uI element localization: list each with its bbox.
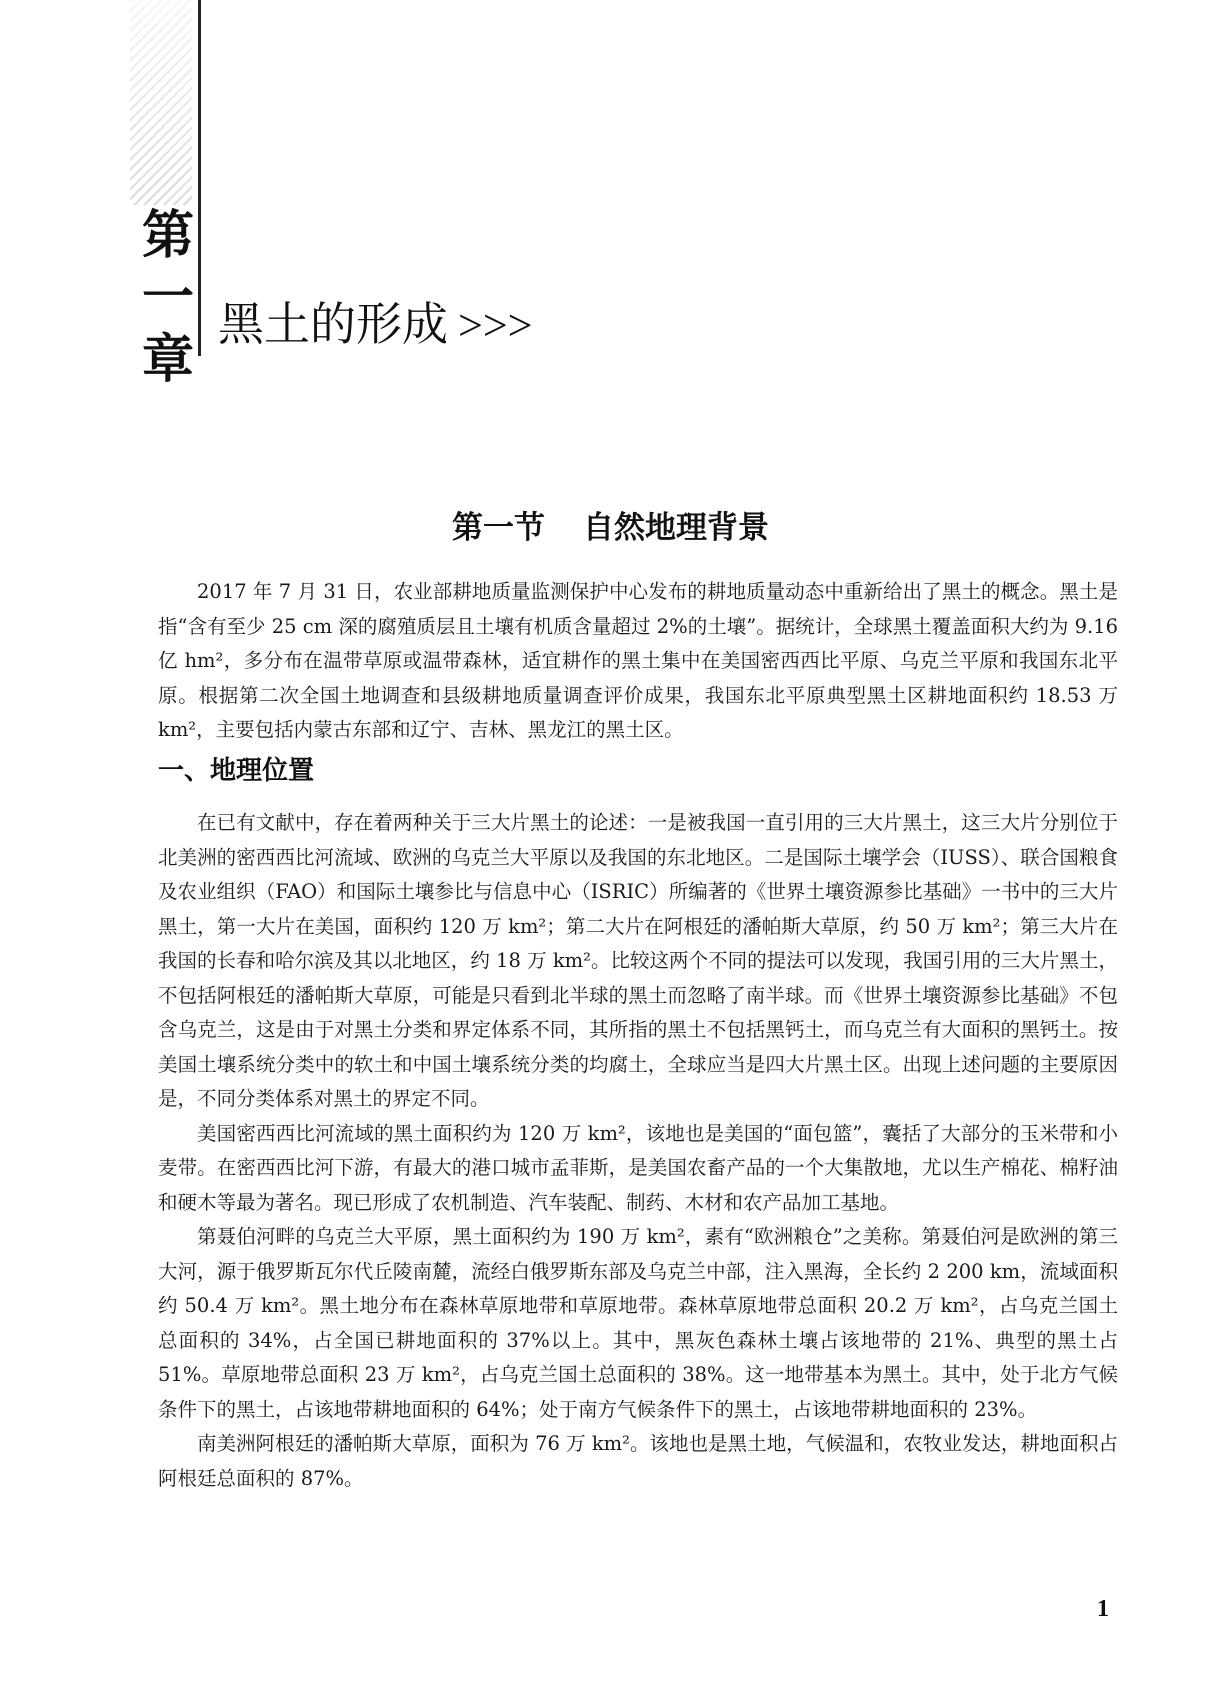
chapter-number-char: 一 xyxy=(141,268,194,328)
paragraph: 美国密西西比河流域的黑土面积约为 120 万 km²，该地也是美国的“面包篮”，囊括了大部分的玉米带和小麦带。在密西西比河下游，有最大的港口城市孟菲斯，是美国农畜产品的一个大集散地，尤以生产棉花、棉籽油和硬木等最为著名。现已形成了农机制造、汽车装配、制药、木材和农产品加工基地。 xyxy=(158,1121,1118,1214)
paragraph: 南美洲阿根廷的潘帕斯大草原，面积为 76 万 km²。该地也是黑土地，气候温和，农牧业发达，耕地面积占阿根廷总面积的 87%。 xyxy=(158,1432,1118,1490)
chapter-number xyxy=(140,205,196,391)
paragraph: 在已有文献中，存在着两种关于三大片黑土的论述：一是被我国一直引用的三大片黑土，这三大片分别位于北美洲的密西西比河流域、欧洲的乌克兰大平原以及我国的东北地区。二是国际土壤学会（IUSS）、联合国粮食及农业组织（FAO）和国际土壤参比与信息中心（ISRIC）所编著的《世界土壤资源参比基础》一书中的三大片黑土，第一大片在美国，面积约 120 万 km²；第二大片在阿根廷的潘帕斯大草原，约 50 万 km²；第三大片在我国的长春和哈尔滨及其以北地区，约 18 万 km²。比较这两个不同的提法可以发现，我国引用的三大片黑土，不包括阿根廷的潘帕斯大草原，可能是只看到北半球的黑土而忽略了南半球。而《世界土壤资源参比基础》不包含乌克兰，这是由于对黑土分类和界定体系不同，其所指的黑土不包括黑钙土，而乌克兰有大面积的黑钙土。按美国土壤系统分类中的软土和中国土壤系统分类的均腐土，全球应当是四大片黑土区。出现上述问题的主要原因是，不同分类体系对黑土的界定不同。 xyxy=(158,811,1118,1110)
chapter-divider-line xyxy=(198,0,201,356)
subsection-heading: 一、地理位置 xyxy=(158,756,315,786)
page-number: 1 xyxy=(1097,1596,1109,1622)
chapter-number-char: 第 xyxy=(141,206,194,266)
paragraph: 2017 年 7 月 31 日，农业部耕地质量监测保护中心发布的耕地质量动态中重新给出了黑土的概念。黑土是指“含有至少 25 cm 深的腐殖质层且土壤有机质含量超过 2%的土壤”。据统计，全球黑土覆盖面积大约为 9.16 亿 hm²，多分布在温带草原或温带森林，适宜耕作的黑土集中在美国密西西比平原、乌克兰平原和我国东北平原。根据第二次全国土地调查和县级耕地质量调查评价成果，我国东北平原典型黑土区耕地面积约 18.53 万 km²，主要包括内蒙古东部和辽宁、吉林、黑龙江的黑土区。 xyxy=(158,580,1118,741)
chapter-number-char: 章 xyxy=(141,330,194,390)
section-number: 第一节 xyxy=(452,510,545,546)
chapter-title-block xyxy=(218,296,532,354)
section-heading xyxy=(0,508,1221,548)
decorative-hatch-band xyxy=(130,0,192,205)
intro-text xyxy=(158,575,1118,748)
paragraph: 第聂伯河畔的乌克兰大平原，黑土面积约为 190 万 km²，素有“欧洲粮仓”之美称。第聂伯河是欧洲的第三大河，源于俄罗斯瓦尔代丘陵南麓，流经白俄罗斯东部及乌克兰中部，注入黑海，全长约 2 200 km，流域面积约 50.4 万 km²。黑土地分布在森林草原地带和草原地带。森林草原地带总面积 20.2 万 km²，占乌克兰国土总面积的 34%，占全国已耕地面积的 37%以上。其中，黑灰色森林土壤占该地带的 21%、典型的黑土占 51%。草原地带总面积 23 万 km²，占乌克兰国土总面积的 38%。这一地带基本为黑土。其中，处于北方气候条件下的黑土，占该地带耕地面积的 64%；处于南方气候条件下的黑土，占该地带耕地面积的 23%。 xyxy=(158,1225,1118,1421)
section-title: 自然地理背景 xyxy=(583,510,769,546)
chapter-title: 黑土的形成 xyxy=(218,297,448,351)
body-text xyxy=(158,806,1118,1496)
chapter-arrows: >>> xyxy=(458,301,533,350)
